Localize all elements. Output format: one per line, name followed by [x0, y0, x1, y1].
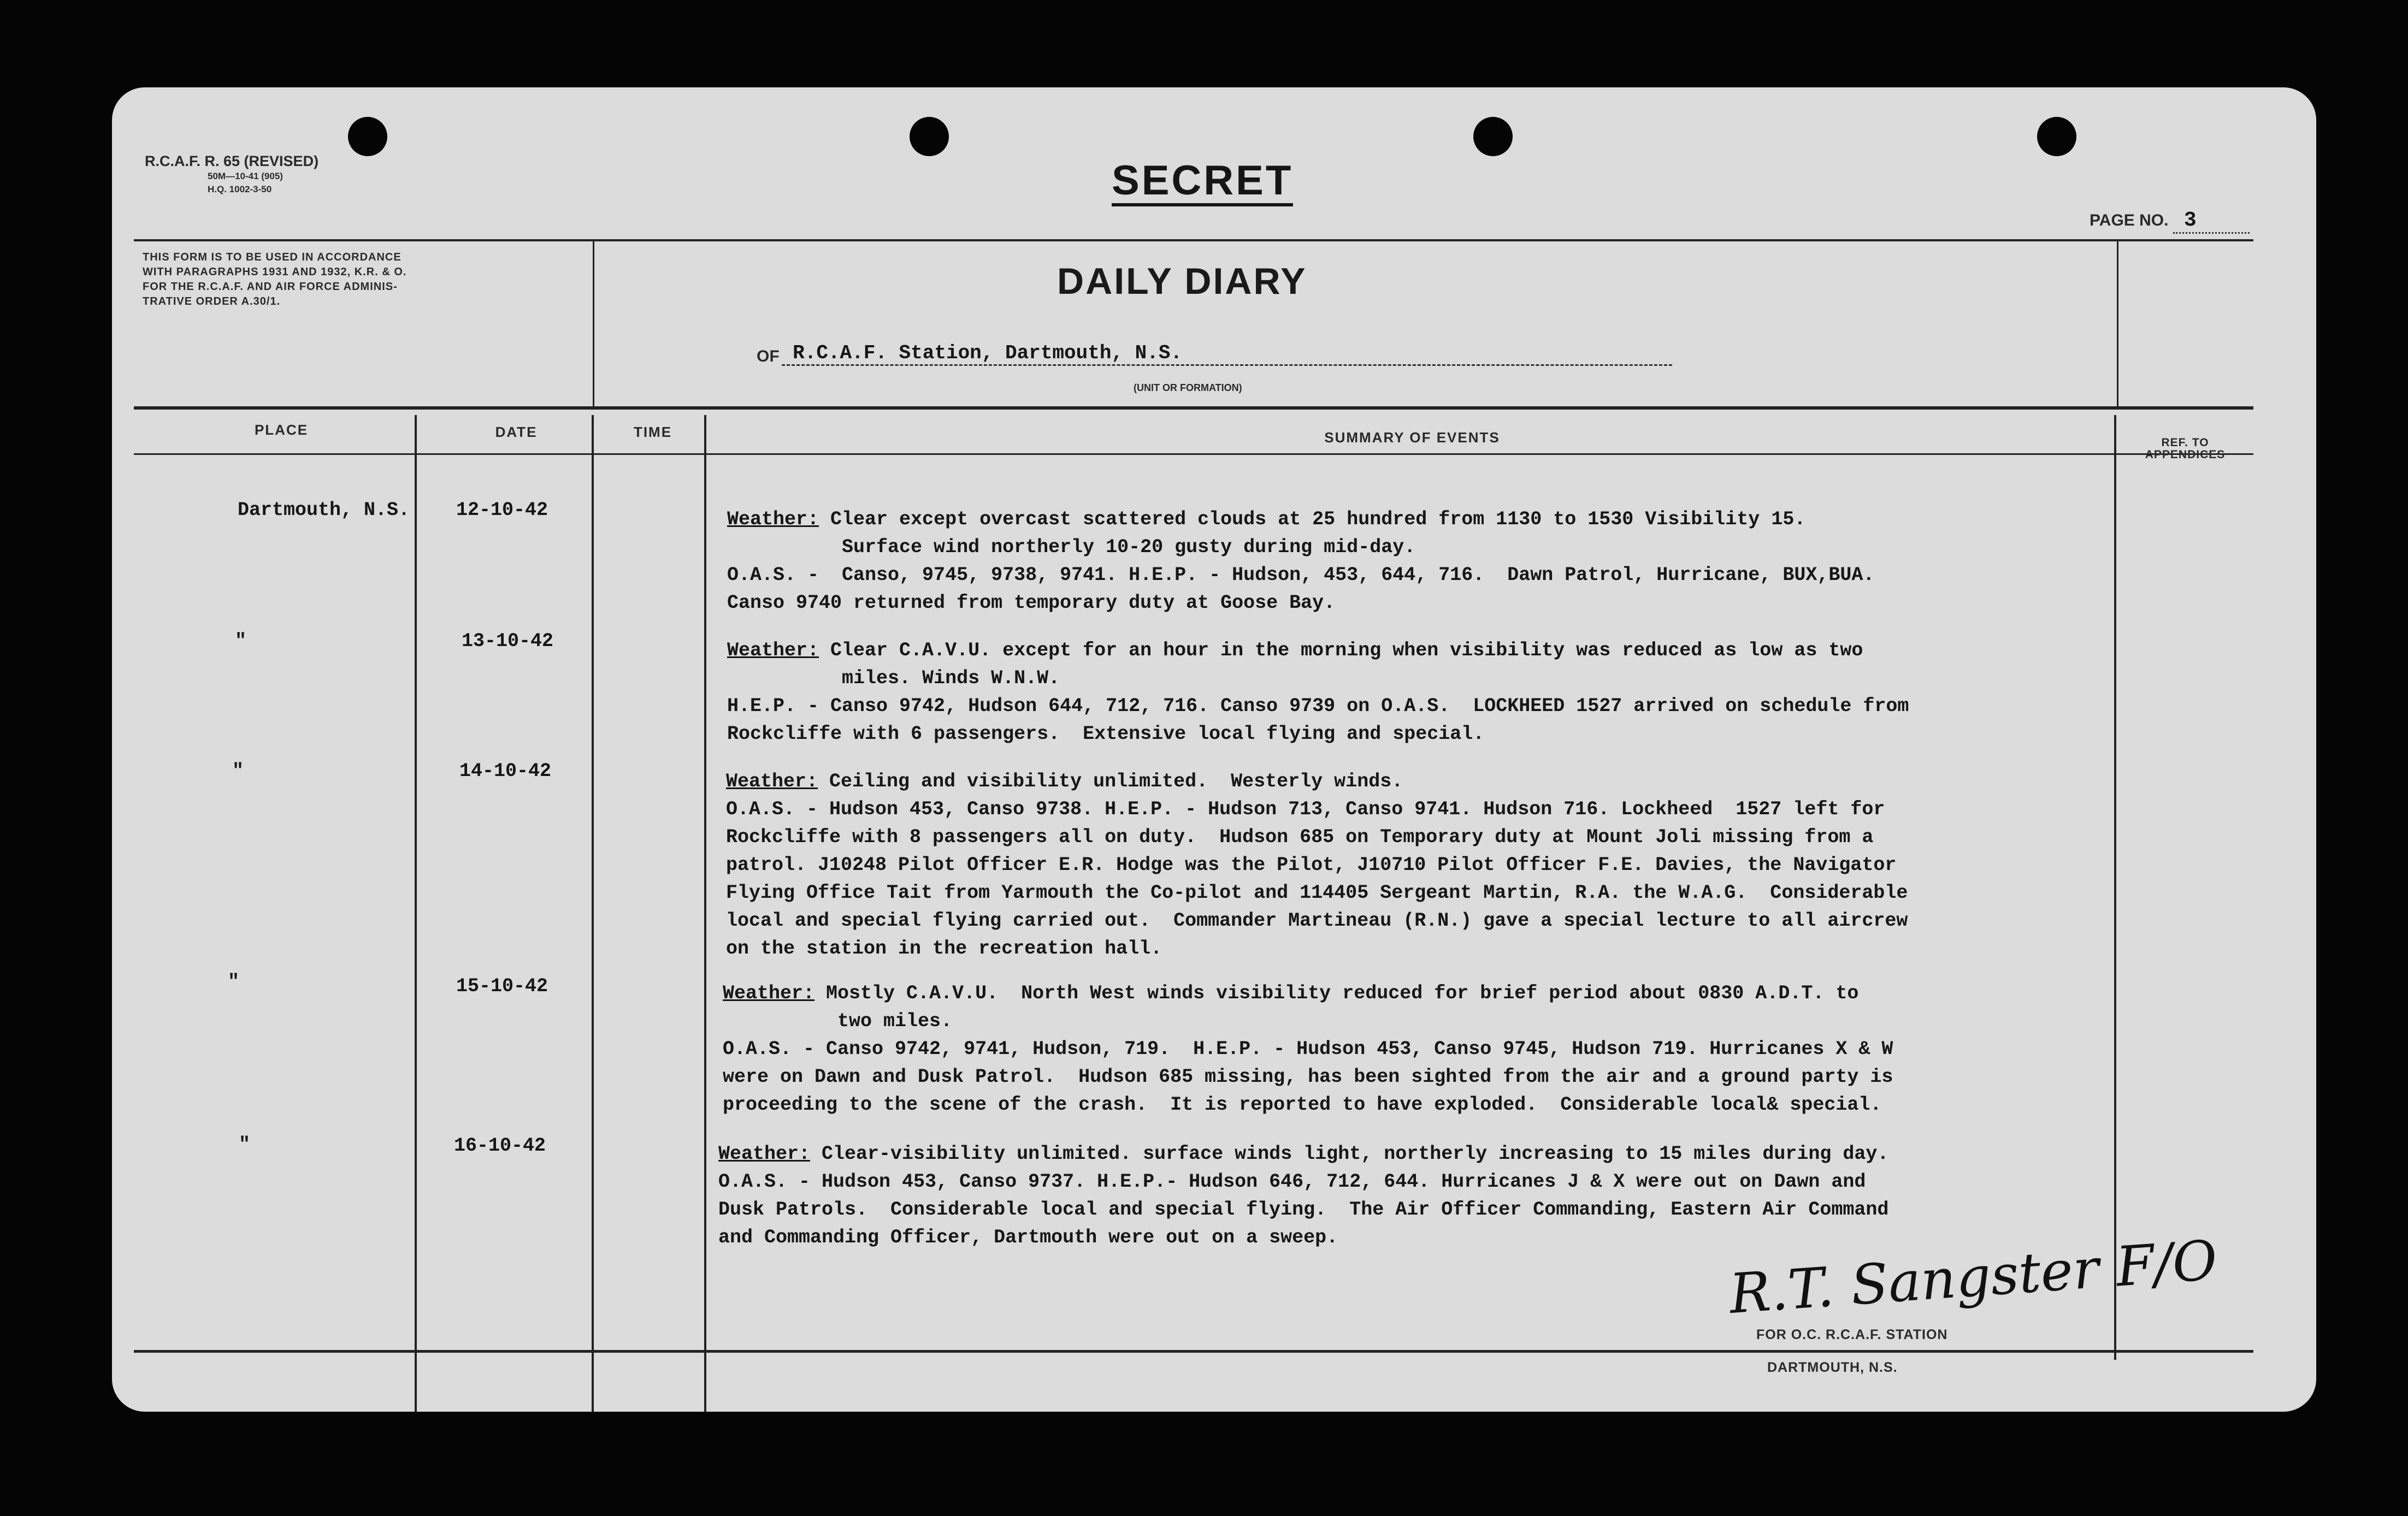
column-ref-appendices: REF. TO APPENDICES: [2145, 436, 2226, 461]
entry-place: ": [232, 760, 244, 782]
bottom-rule: [134, 1350, 2253, 1353]
form-hq-code: H.Q. 1002-3-50: [208, 184, 272, 194]
form-print-code: 50M—10-41 (905): [208, 171, 283, 181]
signature-authority: FOR O.C. R.C.A.F. STATION: [1756, 1327, 1948, 1342]
binder-hole: [348, 117, 387, 156]
entry-date: 12-10-42: [456, 499, 548, 521]
entry-place: Dartmouth, N.S.: [238, 499, 410, 521]
column-time: TIME: [633, 424, 672, 440]
binder-hole: [2037, 117, 2076, 156]
weather-label: Weather:: [726, 771, 818, 792]
column-divider: [704, 415, 706, 1412]
entry-place: ": [235, 630, 247, 652]
entry-place: ": [228, 971, 240, 993]
entry-summary: Weather: Ceiling and visibility unlimited. Westerly winds. O.A.S. - Hudson 453, Canso 9738. H.E.P. - Hudson 713, Canso 9741. Hudson 716. Lockheed 1527 left for Rockcliffe with 8 passengers all on duty. Hudson 685 on Temporary duty at Mount Joli missing from a patrol. J10248 Pilot Officer E.R. Hodge was the Pilot, J10710 Pilot Officer F.E. Davies, the Navigator Flying Office Tait from Yarmouth the Co-pilot and 114405 Sergeant Martin, R.A. the W.A.G. Considerable local and special flying carried out. Commander Martineau (R.N.) gave a special lecture to all aircrew on the station in the recreation hall.: [726, 771, 1908, 960]
accordance-note: THIS FORM IS TO BE USED IN ACCORDANCE WITH PARAGRAPHS 1931 AND 1932, K.R. & O. FOR THE R.C.A.F. AND AIR FORCE ADMINIS- TRATIVE ORDER A.30/1.: [143, 251, 407, 307]
weather-label: Weather:: [727, 508, 819, 530]
header-divider: [2117, 241, 2118, 406]
entry-summary: Weather: Mostly C.A.V.U. North West winds visibility reduced for brief period about 0830 A.D.T. to two miles. O.A.S. - Canso 9742, 9741, Hudson, 719. H.E.P. - Hudson 453, Canso 9745, Hudson 719. Hurricanes X & W were on Dawn and Dusk Patrol. Hudson 685 missing, has been sighted from the air and a ground party is proceeding to the scene of the crash. It is reported to have exploded. Considerable local& special.: [723, 982, 1893, 1116]
unit-caption: (UNIT OR FORMATION): [1134, 382, 1242, 393]
entry-summary: Weather: Clear C.A.V.U. except for an hour in the morning when visibility was reduced as low as two miles. Winds W.N.W. H.E.P. - Canso 9742, Hudson 644, 712, 716. Canso 9739 on O.A.S. LOCKHEED 1527 arrived on schedule from Rockcliffe with 6 passengers. Extensive local flying and special.: [727, 639, 1909, 745]
column-divider: [415, 415, 417, 1412]
column-summary: SUMMARY OF EVENTS: [1324, 429, 1500, 446]
form-reference: [145, 153, 318, 196]
column-date: DATE: [495, 424, 538, 440]
weather-label: Weather:: [718, 1143, 811, 1165]
header-rule: [134, 239, 2253, 241]
page-number-value: 3: [2173, 209, 2250, 234]
diary-sheet: [112, 87, 2316, 1412]
binder-hole: [910, 117, 949, 156]
entry-date: 16-10-42: [454, 1135, 546, 1157]
column-divider: [2114, 415, 2116, 1360]
entry-summary: Weather: Clear-visibility unlimited. surface winds light, northerly increasing to 15 miles during day. O.A.S. - Hudson 453, Canso 9737. H.E.P.- Hudson 646, 712, 644. Hurricanes J & X were out on Dawn and Dusk Patrols. Considerable local and special flying. The Air Officer Commanding, Eastern Air Command and Commanding Officer, Dartmouth were out on a sweep.: [718, 1143, 1889, 1248]
column-divider: [592, 415, 594, 1412]
unit-name: R.C.A.F. Station, Dartmouth, N.S.: [782, 342, 1672, 366]
form-number: R.C.A.F. R. 65 (REVISED): [145, 153, 319, 169]
header-divider: [593, 241, 594, 406]
entry-place: ": [239, 1134, 251, 1156]
binder-hole: [1473, 117, 1513, 156]
secret-heading: SECRET: [1112, 158, 1293, 206]
entry-date: 15-10-42: [456, 975, 548, 997]
column-place: PLACE: [254, 422, 309, 438]
entry-date: 13-10-42: [462, 630, 554, 652]
weather-label: Weather:: [723, 982, 815, 1004]
page-number-label: PAGE NO.: [2090, 211, 2169, 229]
signature-station: DARTMOUTH, N.S.: [1767, 1360, 1898, 1375]
entry-summary: Weather: Clear except overcast scattered clouds at 25 hundred from 1130 to 1530 Visibility 15. Surface wind northerly 10-20 gusty during mid-day. O.A.S. - Canso, 9745, 9738, 9741. H.E.P. - Hudson, 453, 644, 716. Dawn Patrol, Hurricane, BUX,BUA. Canso 9740 returned from temporary duty at Goose Bay.: [727, 508, 1875, 614]
diary-title: DAILY DIARY: [1057, 260, 1307, 302]
entry-date: 14-10-42: [459, 760, 552, 782]
header-rule: [134, 406, 2253, 410]
handwritten-signature: R.T. Sangster F/O: [1727, 1228, 2220, 1326]
unit-of-label: OF: [757, 347, 780, 365]
unit-field: [757, 342, 1672, 366]
column-head-rule: [134, 453, 2253, 455]
weather-label: Weather:: [727, 639, 819, 661]
page-number-field: [2090, 209, 2250, 234]
